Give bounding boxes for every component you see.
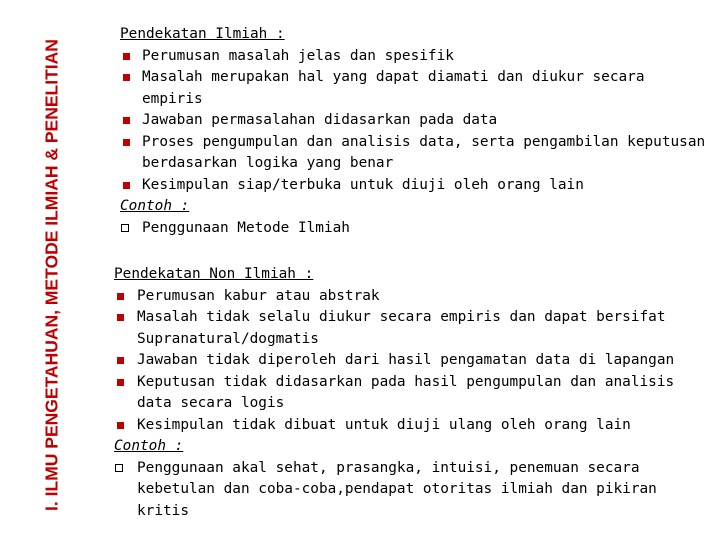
side-title: I. ILMU PENGETAHUAN, METODE ILMIAH & PENELITIAN [41,39,62,511]
square-bullet-icon [123,53,130,60]
list-item [120,46,710,68]
contoh-item [120,218,710,240]
contoh-item-text: Penggunaan akal sehat, prasangka, intuisi, penemuan secara kebetulan dan coba-coba,pendapat otoritas ilmiah dan pikiran kritis [137,459,657,519]
square-bullet-icon [123,182,130,189]
square-bullet-icon [123,139,130,146]
square-bullet-icon [123,74,130,81]
heading-pendekatan-ilmiah: Pendekatan Ilmiah : [120,26,285,42]
square-bullet-icon [117,422,124,429]
list-item-text: Kesimpulan siap/terbuka untuk diuji oleh orang lain [142,176,584,193]
list-item [114,415,714,437]
contoh-item-text: Penggunaan Metode Ilmiah [142,219,350,236]
contoh-item [114,458,714,523]
list-item-text: Perumusan masalah jelas dan spesifik [142,47,454,64]
list-item-text: Jawaban tidak diperoleh dari hasil pengamatan data di lapangan [137,352,675,368]
list-item [120,132,710,175]
checkbox-bullet-icon [115,464,123,472]
square-bullet-icon [117,357,124,364]
list-item-text: Masalah tidak selalu diukur secara empiris dan dapat bersifat Supranatural/dogmatis [137,309,666,347]
square-bullet-icon [117,293,124,300]
list-item-text: Perumusan kabur atau abstrak [137,287,380,304]
square-bullet-icon [117,379,124,386]
list-ilmiah [120,46,710,197]
contoh-list-non-ilmiah [114,458,714,523]
list-item [114,307,714,350]
contoh-label-non-ilmiah: Contoh : [114,438,184,454]
list-item [120,110,710,132]
contoh-list-ilmiah [120,218,710,240]
list-item [120,175,710,197]
section-pendekatan-ilmiah [120,24,710,239]
list-item-text: Masalah merupakan hal yang dapat diamati dan diukur secara empiris [142,69,645,107]
list-item-text: Kesimpulan tidak dibuat untuk diuji ulang oleh orang lain [137,416,631,433]
square-bullet-icon [117,314,124,321]
list-item [114,350,714,372]
side-title-container [24,30,80,520]
list-item [114,286,714,308]
contoh-label-ilmiah: Contoh : [120,198,190,214]
list-item-text: Proses pengumpulan dan analisis data, serta pengambilan keputusan berdasarkan logika yang benar [142,133,706,171]
list-item [120,67,710,110]
checkbox-bullet-icon [121,224,129,232]
square-bullet-icon [123,117,130,124]
list-item-text: Jawaban permasalahan didasarkan pada data [142,112,498,128]
list-item-text: Keputusan tidak didasarkan pada hasil pengumpulan dan analisis data secara logis [137,373,675,411]
section-pendekatan-non-ilmiah [114,264,714,522]
list-item [114,372,714,415]
list-non-ilmiah [114,286,714,437]
heading-pendekatan-non-ilmiah: Pendekatan Non Ilmiah : [114,266,314,282]
